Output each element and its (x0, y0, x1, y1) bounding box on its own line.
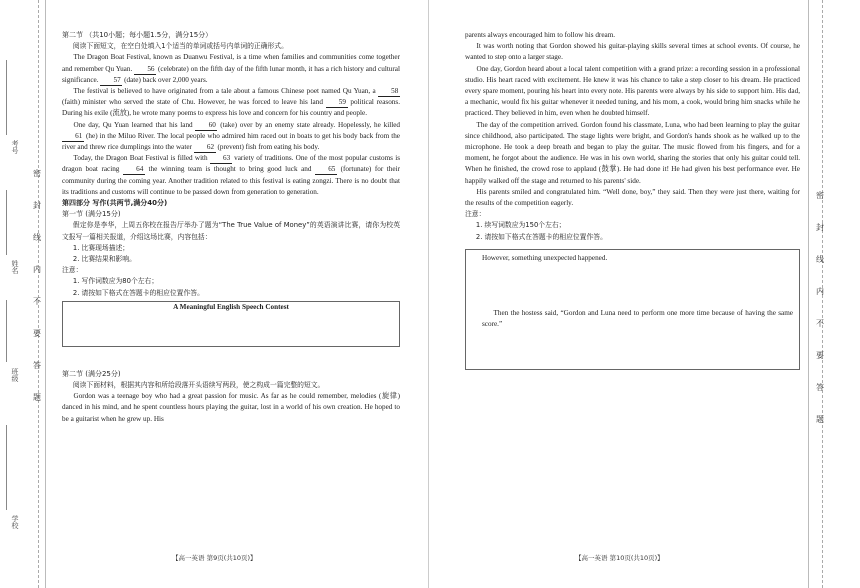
cut-line-char: 线 (33, 233, 41, 242)
cloze-blank[interactable]: 65 (315, 165, 337, 175)
name-line (6, 190, 7, 255)
cut-line-char: 题 (816, 415, 824, 424)
school-label: 学校 (11, 515, 19, 529)
essay-box-title: A Meaningful English Speech Contest (173, 302, 289, 311)
continuation-notes-label: 注意： (465, 210, 486, 219)
cut-line-char: 答 (816, 383, 824, 392)
cut-line-char: 内 (33, 265, 41, 274)
cloze-blank[interactable]: 59 (326, 98, 348, 108)
cloze-text: (faith) minister who served the state of Chu. However, he was forced to leave his land (62, 98, 326, 107)
story-paragraph: It was worth noting that Gordon showed his guitar-playing skills several times at school events. Of course, he wanted to step onto a larger stage. (465, 42, 800, 62)
cut-line-char: 线 (816, 255, 824, 264)
cloze-text: (take) over by an enemy state already. Hopelessly, he killed (217, 120, 400, 129)
cloze-text: (he) in the Miluo River. The local people who admired him raced out in boats to get his body back from the river and threw rice dumplings into the water (62, 131, 400, 152)
cloze-text: The Dragon Boat Festival, known as Duanwu Festival, is a time when families and communities come together and remember Qu Yuan. (62, 53, 400, 73)
cut-line-char: 答 (33, 361, 41, 370)
essay-answer-box (62, 301, 400, 347)
cloze-paragraph (62, 52, 400, 86)
story-paragraph: The day of the competition arrived. Gordon found his classmate, Luna, who had been learning to play the guitar since childhood, also participated. The stage lights were bright, and Gordon's hands shook as he walked up to the microphone. He took a deep breath and began to play the guitar. The music flowed from his fingers, and for a moment, he forgot about the audience. He was in his own world, sharing the stories that only his guitar could tell. When he finished, the crowd rose to applaud (鼓掌). He had done it! He had given his best performance ever. He happily walked off the stage and returned to his parents' side. (465, 120, 800, 185)
right-page (465, 30, 800, 370)
story-paragraph: His parents smiled and congratulated him. “Well done, boy,” they said. Then they were just there, waiting for the results of the competition eagerly. (465, 187, 800, 208)
section2b-instruction: 阅读下面材料，根据其内容和所给段落开头语续写两段，使之构成一篇完整的短文。 (72, 381, 325, 390)
cut-line-char: 密 (816, 191, 824, 200)
cloze-text: (prevent) fish from eating his body. (215, 143, 320, 152)
page-fold (428, 0, 429, 588)
left-page-footer: 【高一英语 第9页(共10页)】 (172, 554, 257, 562)
story-start: Gordon was a teenage boy who had a great passion for music. As far as he could remember, melodies (旋律) danced in his mind, and he spent countless hours playing the guitar, lost in a world of his own creation. He hoped to be a guitarist when he grew up. His (62, 392, 400, 423)
cut-line-char: 不 (816, 319, 824, 328)
writing-point-1: 1. 比赛现场描述； (72, 243, 130, 252)
cloze-text: (date) back over 2,000 years. (122, 75, 208, 84)
story-paragraph: One day, Gordon heard about a local talent competition with a grand prize: a recording session in a professional studio. His heart raced with excitement. He knew it was his chance to take a step closer to his dream. He practiced every spare moment, pouring his heart into every note. His parents were always by his side to support him. His dad, a mechanic, would fix his guitar whenever it needed tuning, and his mom, a cook, would bring him snacks while he practiced. They believed in him, even when he doubted himself. (465, 64, 800, 118)
cloze-blank[interactable]: 56 (134, 65, 156, 75)
cloze-text: One day, Qu Yuan learned that his land (73, 120, 196, 129)
continuation-note-2: 2. 请按如下格式在答题卡的相应位置作答。 (475, 232, 607, 241)
cloze-paragraph (62, 120, 400, 154)
cloze-text: variety of traditions. One of the most popular customs is dragon boat racing (62, 154, 400, 174)
cloze-blank[interactable]: 61 (62, 132, 84, 142)
writing-task: 假定你是李华，上周五你校在报告厅举办了题为“The True Value of Money”的英语演讲比赛，请你为校英文报写一篇相关报道，介绍这场比赛，内容包括： (62, 221, 400, 241)
class-line (6, 300, 7, 362)
exam-no-label: 考号 (11, 140, 19, 154)
right-page-footer: 【高一英语 第10页(共10页)】 (575, 554, 664, 562)
school-line (6, 425, 7, 510)
class-label: 班级 (11, 368, 19, 382)
cloze-blank[interactable]: 58 (378, 87, 400, 97)
writing-note-1: 1. 写作词数应为80个左右； (72, 277, 159, 286)
cut-line-char: 内 (816, 287, 824, 296)
section2b-title: 第二节 (满分25分) (62, 369, 121, 378)
cloze-text: the winning team is thought to bring good luck and (144, 165, 316, 174)
cloze-blank[interactable]: 57 (100, 76, 122, 86)
cloze-blank[interactable]: 62 (194, 143, 216, 153)
writing-point-2: 2. 比赛结果和影响。 (72, 255, 136, 264)
cut-line-char: 不 (33, 297, 41, 306)
left-page (62, 30, 400, 425)
continuation-answer-box (465, 249, 800, 370)
cut-line-char: 封 (33, 201, 41, 210)
right-binding-margin (808, 0, 860, 588)
section2-title: 第二节 （共10小题；每小题1.5分，满分15分） (62, 31, 213, 39)
exam-no-line (6, 60, 7, 135)
cut-line-char: 封 (816, 223, 824, 232)
cloze-text: (fortunate) for their community during the coming year. Another tradition related to this festival is eating zongzi. There is no doubt that its traditions and customs will continue to be passed down from generation to generation. (62, 165, 400, 196)
cut-line-char: 题 (33, 393, 41, 402)
cloze-blank[interactable]: 64 (123, 165, 145, 175)
cut-line-char: 要 (33, 329, 41, 338)
name-label: 姓名 (11, 260, 19, 274)
left-cut-text (33, 0, 43, 588)
notes-label: 注意： (62, 266, 83, 275)
cloze-text: The festival is believed to have originated from a tale about a famous Chinese poet named Qu Yuan, a (73, 87, 378, 96)
part4-title: 第四部分 写作(共两节,满分40分) (62, 199, 168, 208)
cloze-text: (celebrate) on the fifth day of the fifth lunar month, it has a rich history and cultural significance. (62, 64, 400, 84)
part4-section1-title: 第一节 (满分15分) (62, 210, 121, 219)
story-paragraph: parents always encouraged him to follow his dream. (465, 31, 616, 39)
cloze-text: Today, the Dragon Boat Festival is filled with (73, 154, 210, 163)
cloze-blank[interactable]: 60 (195, 121, 217, 131)
cloze-passage (62, 52, 400, 198)
section2-instruction: 阅读下面短文，在空白处填入1个适当的单词或括号内单词的正确形式。 (72, 42, 288, 51)
left-binding-margin (0, 0, 46, 588)
cloze-blank[interactable]: 63 (210, 154, 232, 164)
cloze-paragraph (62, 153, 400, 198)
writing-note-2: 2. 请按如下格式在答题卡的相应位置作答。 (72, 288, 204, 297)
continuation-line-2: Then the hostess said, “Gordon and Luna need to perform one more time because of having the same score.” (482, 308, 793, 329)
cloze-paragraph (62, 86, 400, 120)
cut-line-char: 要 (816, 351, 824, 360)
cloze-text: political reasons. During his exile (流放), he wrote many poems to express his love and concern for his country and people. (62, 98, 400, 118)
cut-line-char: 密 (33, 169, 41, 178)
continuation-note-1: 1. 续写词数应为150个左右； (475, 221, 566, 230)
continuation-line-1: However, something unexpected happened. (482, 253, 608, 262)
